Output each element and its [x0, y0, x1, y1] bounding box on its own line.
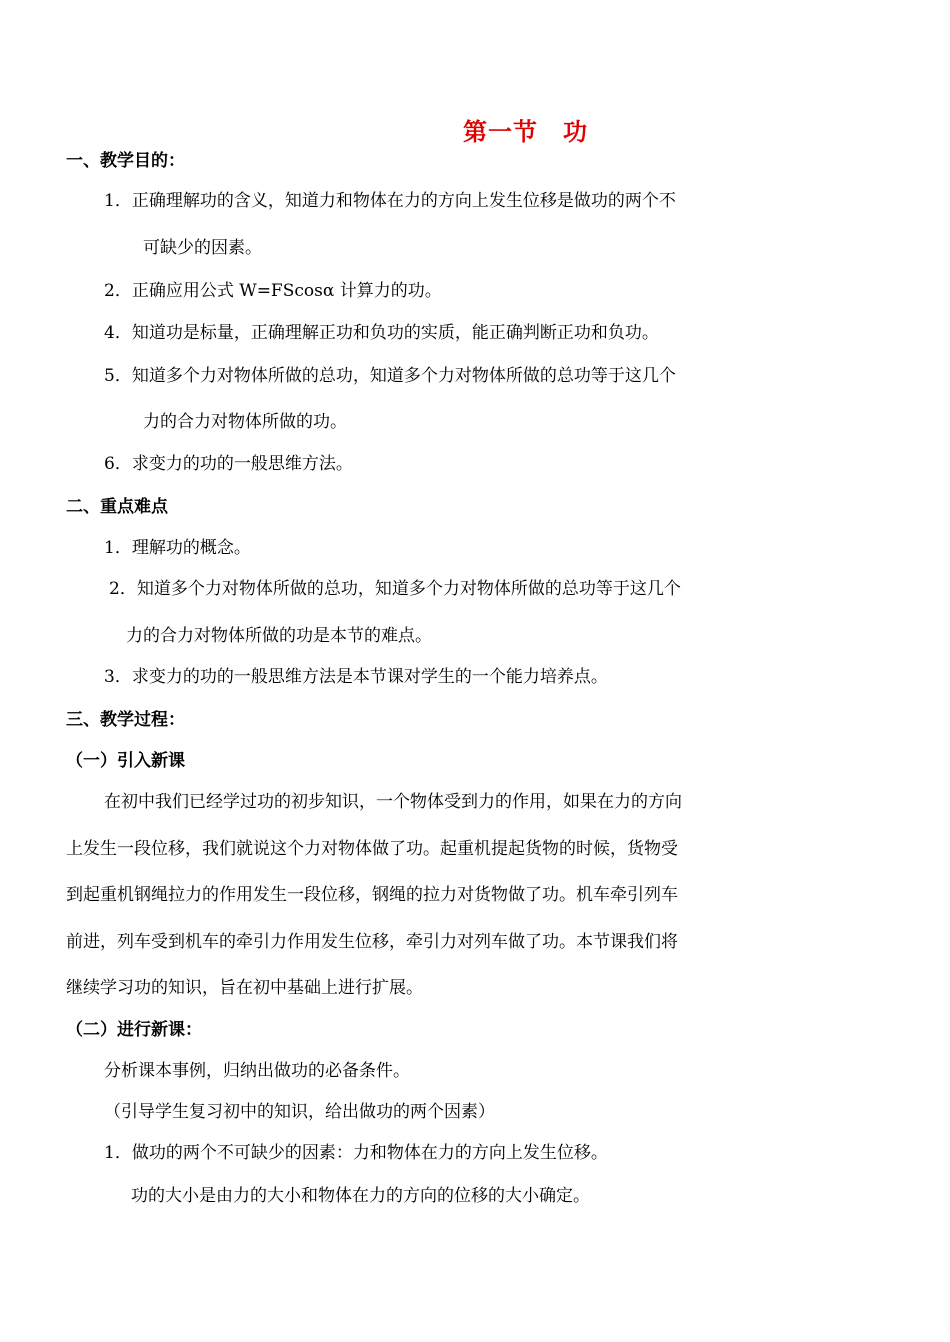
lesson-line: 1．做功的两个不可缺少的因素：力和物体在力的方向上发生位移。 [104, 1143, 608, 1163]
objective-item: 4．知道功是标量，正确理解正功和负功的实质，能正确判断正功和负功。 [104, 323, 659, 343]
objective-item: 5．知道多个力对物体所做的总功，知道多个力对物体所做的总功等于这几个 [104, 366, 676, 386]
paragraph-line: 上发生一段位移，我们就说这个力对物体做了功。起重机提起货物的时候，货物受 [66, 839, 678, 859]
key-point-item: 3．求变力的功的一般思维方法是本节课对学生的一个能力培养点。 [104, 667, 608, 687]
lesson-line: 分析课本事例，归纳出做功的必备条件。 [104, 1061, 410, 1081]
section-heading-key-points: 二、重点难点 [66, 497, 168, 517]
paragraph-line: 继续学习功的知识，旨在初中基础上进行扩展。 [66, 978, 423, 998]
objective-item-continuation: 可缺少的因素。 [143, 238, 262, 258]
paragraph-line: 到起重机钢绳拉力的作用发生一段位移，钢绳的拉力对货物做了功。机车牵引列车 [66, 885, 678, 905]
key-point-item: 2．知道多个力对物体所做的总功，知道多个力对物体所做的总功等于这几个 [109, 579, 681, 599]
objective-item: 6．求变力的功的一般思维方法。 [104, 454, 353, 474]
paragraph-line: 前进，列车受到机车的牵引力作用发生位移，牵引力对列车做了功。本节课我们将 [66, 932, 678, 952]
subsection-heading-intro: （一）引入新课 [66, 751, 185, 771]
key-point-item-continuation: 力的合力对物体所做的功是本节的难点。 [126, 626, 432, 646]
paragraph-line: 在初中我们已经学过功的初步知识，一个物体受到力的作用，如果在力的方向 [104, 792, 682, 812]
subsection-heading-new-lesson: （二）进行新课： [66, 1020, 202, 1040]
objective-item-continuation: 力的合力对物体所做的功。 [143, 412, 347, 432]
objective-item: 2．正确应用公式 W=FScosα 计算力的功。 [104, 281, 442, 301]
page-title: 第一节 功 [463, 117, 588, 146]
objective-item: 1．正确理解功的含义，知道力和物体在力的方向上发生位移是做功的两个不 [104, 191, 676, 211]
lesson-line: 功的大小是由力的大小和物体在力的方向的位移的大小确定。 [131, 1186, 590, 1206]
key-point-item: 1．理解功的概念。 [104, 538, 251, 558]
lesson-line: （引导学生复习初中的知识，给出做功的两个因素） [104, 1102, 495, 1122]
section-heading-process: 三、教学过程： [66, 710, 185, 730]
section-heading-objectives: 一、教学目的： [66, 151, 185, 171]
